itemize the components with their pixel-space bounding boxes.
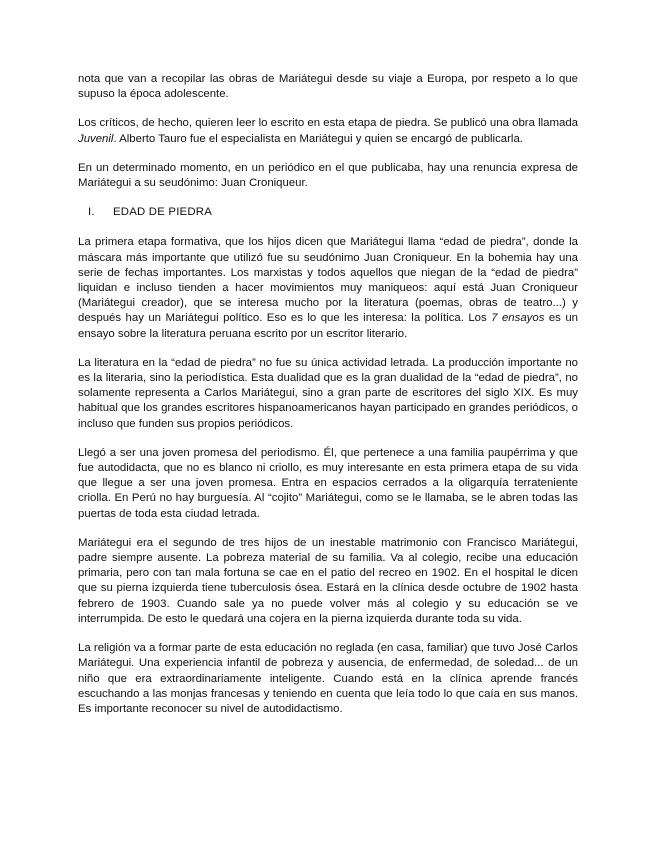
paragraph-8: La religión va a formar parte de esta educación no reglada (en casa, familiar) que tuvo José Carlos Mariátegui. Una experiencia infantil de pobreza y ausencia, de enfermedad, de soledad... de un niño que era extraordinariamente inteligente. Cuando está en la clínica aprende francés escuchando a las monjas francesas y teniendo en cuenta que leía todo lo que caía en sus manos. Es importante reconocer su nivel de autodidactismo. bbox=[78, 642, 578, 715]
paragraph-2-text-a: Los críticos, de hecho, quieren leer lo escrito en esta etapa de piedra. Se publicó una obra llamada bbox=[78, 117, 578, 130]
paragraph-4-text-a: La primera etapa formativa, que los hijos dicen que Mariátegui llama “edad de piedra”, donde la máscara más importante que utilizó fue su seudónimo Juan Croniqueur. En la bohemia hay una serie de fechas importantes. Los marxistas y todos aquellos que niegan de la “edad de piedra” liquidan e incluso tienden a hacer movimientos muy maniqueos: aquí está Juan Croniqueur (Mariátegui creador), que se interesa mucho por la literatura (poemas, obras de teatro...) y después hay un Mariátegui político. Eso es lo que les interesa: la política. Los bbox=[78, 236, 578, 325]
paragraph-2-text-b: . Alberto Tauro fue el especialista en Mariátegui y quien se encargó de publicarla. bbox=[113, 132, 523, 145]
paragraph-4-text-b: es un ensayo sobre la literatura peruana escrito por un escritor literario. bbox=[78, 312, 578, 340]
paragraph-3: En un determinado momento, en un periódico en el que publicaba, hay una renuncia expresa de Mariátegui a su seudónimo: Juan Croniqueur. bbox=[78, 161, 578, 190]
section-heading bbox=[78, 205, 578, 220]
paragraph-4 bbox=[78, 235, 578, 341]
document-body bbox=[78, 72, 578, 731]
work-title-7-ensayos: 7 ensayos bbox=[491, 312, 545, 325]
work-title-juvenil: Juvenil bbox=[78, 132, 114, 145]
paragraph-6: Llegó a ser una joven promesa del periodismo. Él, que pertenece a una familia paupérrima y que fue autodidacta, que no es blanco ni criollo, es muy interesante en esta primera etapa de su vida que llegue a ser una joven promesa. Entra en espacios cerrados a la oligarquía terrateniente criolla. En Perú no hay burguesía. Al “cojito” Mariátegui, como se le llamaba, se le abren todas las puertas de toda esta ciudad letrada. bbox=[78, 446, 578, 520]
paragraph-5: La literatura en la “edad de piedra” no fue su única actividad letrada. La producción importante no es la literaria, sino la periodística. Esta dualidad que es la gran dualidad de la “edad de piedra”, no solamente representa a Carlos Mariátegui, sino a gran parte de escritores del siglo XIX. Es muy habitual que los grandes escritores hispanoamericanos hayan participado en grandes periódicos, o incluso que funden sus propios periódicos. bbox=[78, 356, 578, 430]
section-number: I. bbox=[88, 206, 95, 219]
paragraph-7: Mariátegui era el segundo de tres hijos de un inestable matrimonio con Francisco Mariátegui, padre siempre ausente. La pobreza material de su familia. Va al colegio, recibe una educación primaria, pero con tan mala fortuna se cae en el patio del recreo en 1902. En el hospital le dicen que su pierna izquierda tiene tuberculosis ósea. Estará en la clínica desde octubre de 1902 hasta febrero de 1903. Cuando sale ya no puede volver más al colegio y su educación se ve interrumpida. De esto le quedará una cojera en la pierna izquierda durante toda su vida. bbox=[78, 536, 578, 625]
section-title: EDAD DE PIEDRA bbox=[113, 206, 213, 219]
paragraph-2 bbox=[78, 116, 578, 146]
paragraph-1: nota que van a recopilar las obras de Mariátegui desde su viaje a Europa, por respeto a lo que supuso la época adolescente. bbox=[78, 73, 578, 101]
